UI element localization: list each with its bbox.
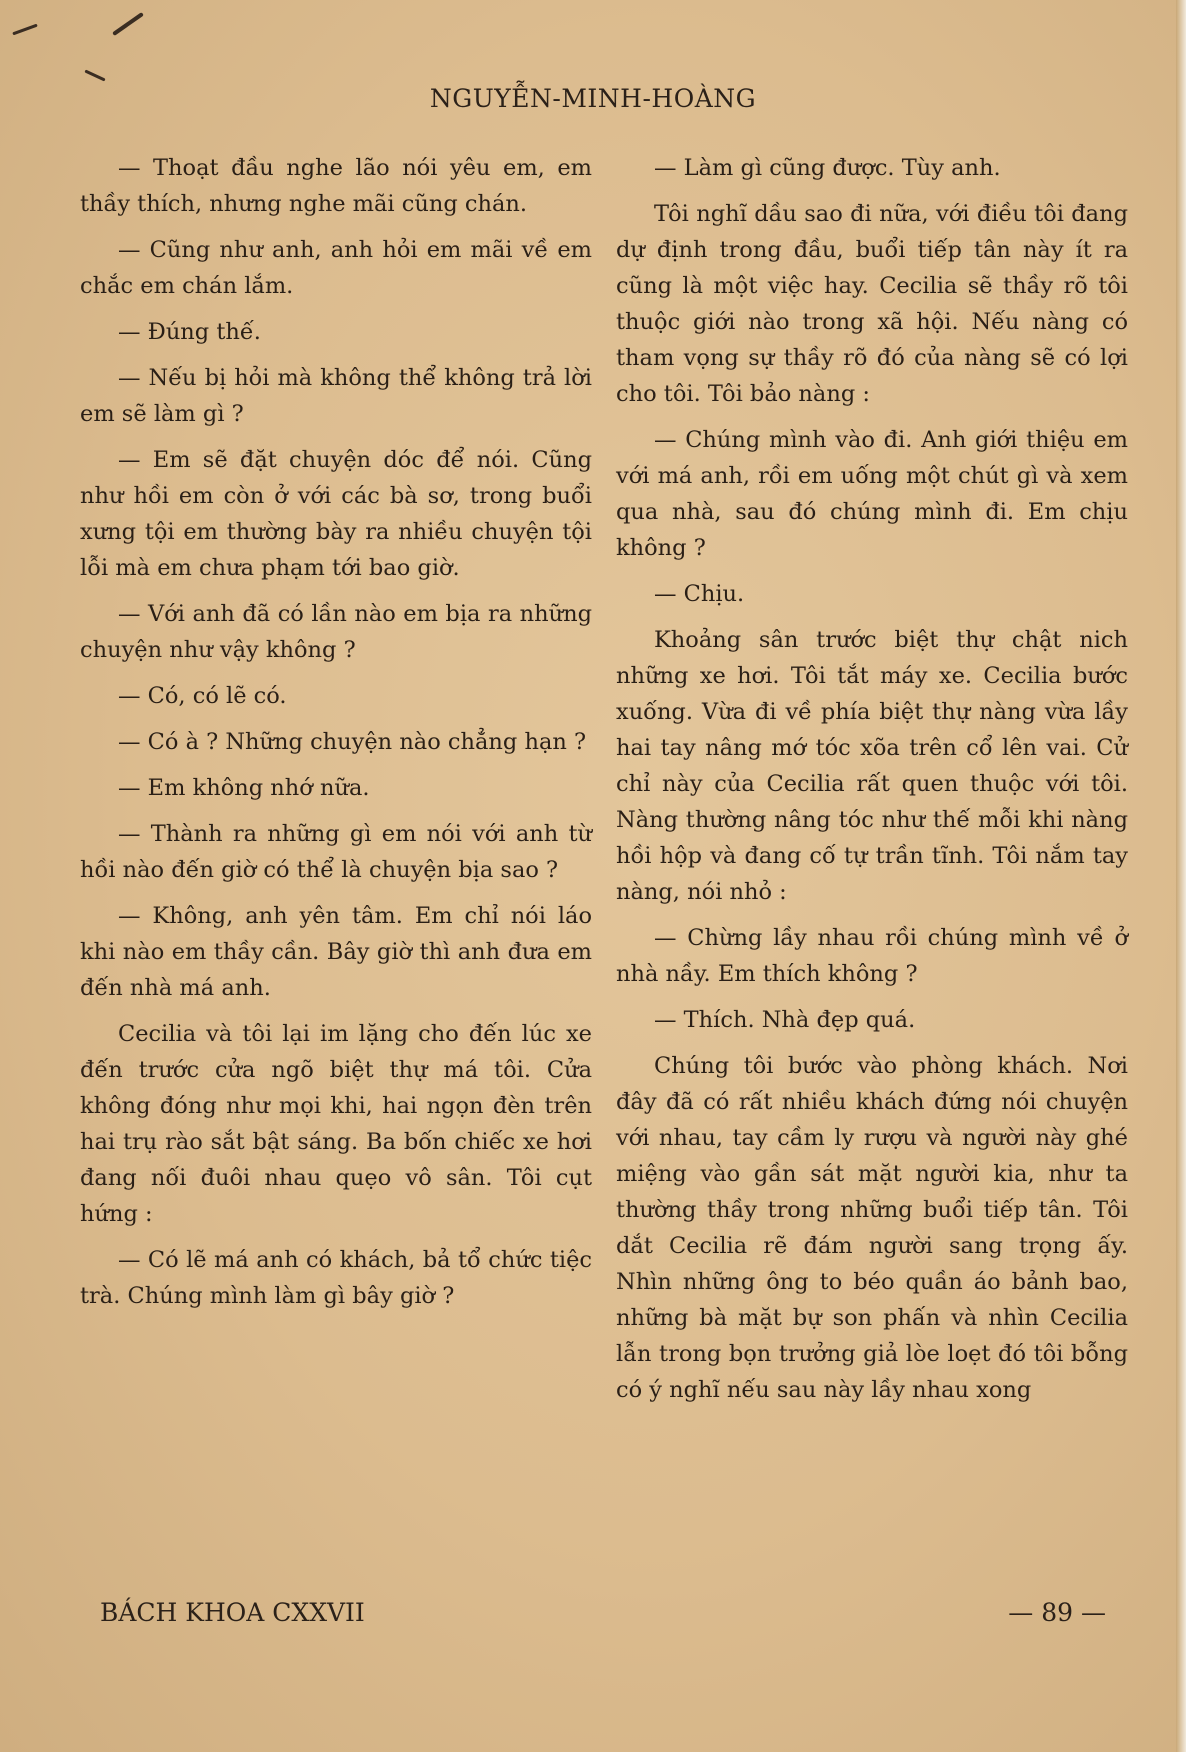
right-column (616, 150, 1128, 1418)
paragraph: — Không, anh yên tâm. Em chỉ nói láo khi nào em thầy cần. Bây giờ thì anh đưa em đến nhà má anh. (80, 903, 592, 1001)
paragraph: — Thành ra những gì em nói với anh từ hồi nào đến giờ có thể là chuyện bịa sao ? (80, 821, 592, 883)
paragraph: — Có à ? Những chuyện nào chẳng hạn ? (118, 729, 587, 755)
paragraph: — Có, có lẽ có. (118, 683, 287, 709)
ink-mark (112, 12, 144, 36)
paragraph: — Đúng thế. (118, 319, 261, 345)
paragraph: Khoảng sân trước biệt thự chật nich những xe hơi. Tôi tắt máy xe. Cecilia bước xuống. Vừa đi về phía biệt thự nàng vừa lầy hai tay nâng mớ tóc xõa trên cổ lên vai. Cử chỉ này của Cecilia rất quen thuộc với tôi. Nàng thường nâng tóc như thế mỗi khi nàng hồi hộp và đang cố tự trần tĩnh. Tôi nắm tay nàng, nói nhỏ : (616, 627, 1128, 905)
page-number: — 89 — (1008, 1598, 1106, 1627)
page-footer (100, 1598, 1146, 1638)
paragraph: — Làm gì cũng được. Tùy anh. (654, 155, 1001, 181)
ink-mark (84, 69, 105, 81)
paragraph: — Thoạt đầu nghe lão nói yêu em, em thầy thích, nhưng nghe mãi cũng chán. (80, 155, 592, 217)
paragraph: — Chúng mình vào đi. Anh giới thiệu em với má anh, rồi em uống một chút gì và xem qua nhà, sau đó chúng mình đi. Em chịu không ? (616, 427, 1128, 561)
paragraph: — Chịu. (654, 581, 745, 607)
paragraph: — Với anh đã có lần nào em bịa ra những chuyện như vậy không ? (80, 601, 592, 663)
paragraph: — Chừng lầy nhau rồi chúng mình về ở nhà nầy. Em thích không ? (616, 925, 1128, 987)
paragraph: — Có lẽ má anh có khách, bả tổ chức tiệc trà. Chúng mình làm gì bây giờ ? (80, 1247, 592, 1309)
left-column (80, 150, 592, 1324)
ink-mark (12, 24, 37, 36)
paragraph: — Thích. Nhà đẹp quá. (654, 1007, 916, 1033)
paragraph: — Em sẽ đặt chuyện dóc để nói. Cũng như hồi em còn ở với các bà sơ, trong buổi xưng tội em thường bày ra nhiều chuyện tội lỗi mà em chưa phạm tới bao giờ. (80, 447, 592, 581)
page-edge (1176, 0, 1186, 1752)
running-header: NGUYỄN-MINH-HOÀNG (429, 84, 757, 113)
paragraph: — Cũng như anh, anh hỏi em mãi về em chắc em chán lắm. (80, 237, 592, 299)
journal-name: BÁCH KHOA CXXVII (100, 1598, 365, 1627)
paragraph: — Em không nhớ nữa. (118, 775, 370, 801)
paragraph: Cecilia và tôi lại im lặng cho đến lúc xe đến trước cửa ngõ biệt thự má tôi. Cửa không đóng như mọi khi, hai ngọn đèn trên hai trụ rào sắt bật sáng. Ba bốn chiếc xe hơi đang nối đuôi nhau quẹo vô sân. Tôi cụt hứng : (80, 1021, 592, 1227)
paragraph: — Nếu bị hỏi mà không thể không trả lời em sẽ làm gì ? (80, 365, 592, 427)
paragraph: Chúng tôi bước vào phòng khách. Nơi đây đã có rất nhiều khách đứng nói chuyện với nhau, tay cầm ly rượu và người này ghé miệng vào gần sát mặt người kia, như ta thường thầy trong những buổi tiếp tân. Tôi dắt Cecilia rẽ đám người sang trọng ấy. Nhìn những ông to béo quần áo bảnh bao, những bà mặt bự son phấn và nhìn Cecilia lẫn trong bọn trưởng giả lòe loẹt đó tôi bỗng có ý nghĩ nếu sau này lầy nhau xong (616, 1053, 1128, 1403)
paragraph: Tôi nghĩ dầu sao đi nữa, với điều tôi đang dự định trong đầu, buổi tiếp tân này ít ra cũng là một việc hay. Cecilia sẽ thầy rõ tôi thuộc giới nào trong xã hội. Nếu nàng có tham vọng sự thầy rõ đó của nàng sẽ có lợi cho tôi. Tôi bảo nàng : (616, 201, 1128, 407)
